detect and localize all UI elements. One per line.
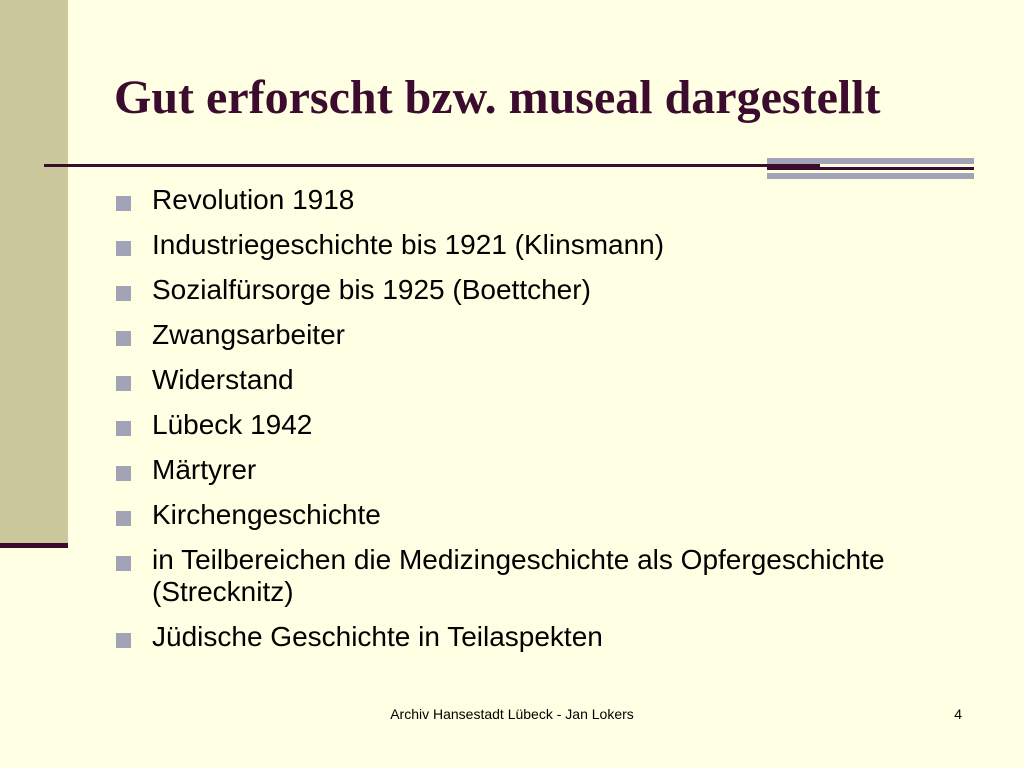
bullet-item (114, 409, 974, 441)
bullet-text: Jüdische Geschichte in Teilaspekten (152, 621, 603, 652)
bullet-text: Zwangsarbeiter (152, 319, 345, 350)
square-bullet-icon (116, 466, 131, 481)
square-bullet-icon (116, 286, 131, 301)
bullet-item (114, 274, 974, 306)
bullet-text: Widerstand (152, 364, 294, 395)
title-divider-line (44, 164, 820, 167)
page-number: 4 (954, 706, 962, 722)
square-bullet-icon (116, 196, 131, 211)
bullet-item (114, 544, 974, 608)
bullet-text: Revolution 1918 (152, 184, 355, 215)
bullet-item (114, 454, 974, 486)
bullet-text: in Teilbereichen die Medizingeschichte als Opfergeschichte (Strecknitz) (152, 544, 885, 607)
bullet-item (114, 184, 974, 216)
accent-bars-decoration (767, 158, 974, 179)
square-bullet-icon (116, 511, 131, 526)
square-bullet-icon (116, 241, 131, 256)
slide-title: Gut erforscht bzw. museal dargestellt (114, 71, 881, 124)
accent-bar-bottom (767, 173, 974, 179)
square-bullet-icon (116, 376, 131, 391)
bullet-text: Kirchengeschichte (152, 499, 381, 530)
accent-bar-middle (767, 167, 974, 170)
slide-footer: Archiv Hansestadt Lübeck - Jan Lokers (390, 706, 634, 722)
left-decorative-band (0, 0, 68, 546)
bullet-item (114, 364, 974, 396)
square-bullet-icon (116, 421, 131, 436)
square-bullet-icon (116, 556, 131, 571)
bullet-list (114, 184, 974, 666)
square-bullet-icon (116, 633, 131, 648)
bullet-text: Lübeck 1942 (152, 409, 313, 440)
bullet-text: Industriegeschichte bis 1921 (Klinsmann) (152, 229, 665, 260)
left-band-underline (0, 543, 68, 548)
square-bullet-icon (116, 331, 131, 346)
bullet-item (114, 229, 974, 261)
accent-bar-top (767, 158, 974, 164)
bullet-item (114, 319, 974, 351)
bullet-text: Sozialfürsorge bis 1925 (Boettcher) (152, 274, 591, 305)
bullet-item (114, 621, 974, 653)
bullet-text: Märtyrer (152, 454, 257, 485)
bullet-item (114, 499, 974, 531)
